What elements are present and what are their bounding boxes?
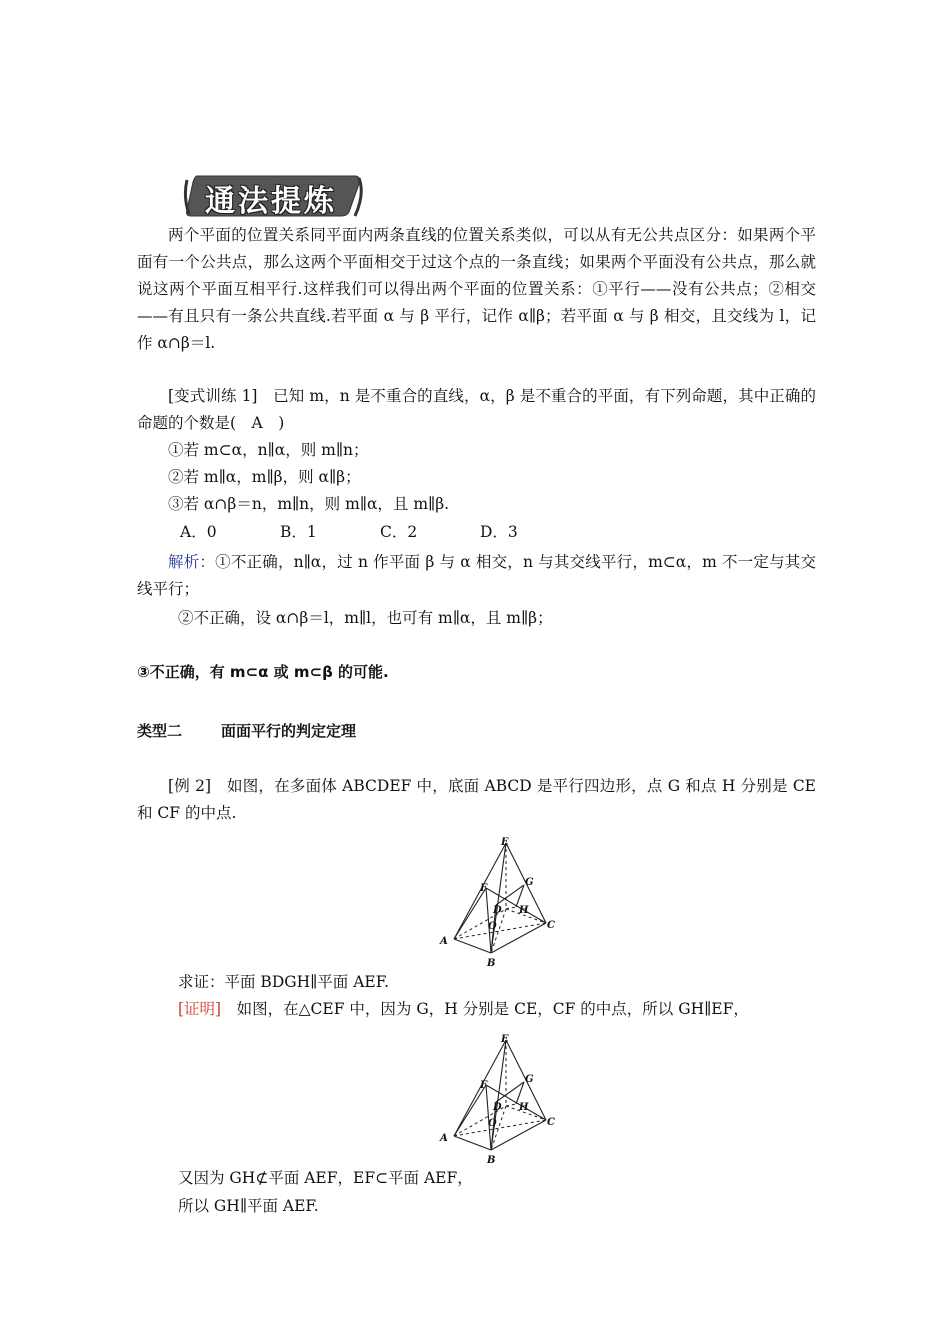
exercise-prompt: [变式训练 1] 已知 m，n 是不重合的直线，α，β 是不重合的平面，有下列命题，其中正确的命题的个数是( A ): [137, 387, 816, 432]
fig2-label-e: E: [501, 1034, 509, 1045]
analysis-line-2: ②不正确，设 α∩β＝l，m∥l，也可有 m∥α，且 m∥β；: [178, 609, 553, 627]
fig2-label-c: C: [547, 1117, 555, 1128]
fig1-label-f: F: [480, 883, 488, 894]
fig2-label-o: O: [488, 1118, 497, 1129]
exercise-item-1: ①若 m⊂α，n∥α，则 m∥n；: [168, 441, 369, 459]
analysis-line-1: [137, 549, 816, 603]
fig1-label-g: G: [525, 877, 534, 888]
fig2-label-g: G: [525, 1074, 534, 1085]
section-banner: [183, 172, 363, 218]
fig1-label-d: D: [493, 905, 502, 916]
fig2-label-f: F: [480, 1080, 488, 1091]
exercise-item-2: ②若 m∥α，m∥β，则 α∥β；: [168, 468, 361, 486]
proof-line-2: 又因为 GH⊄平面 AEF，EF⊂平面 AEF，: [178, 1169, 473, 1187]
polyhedron-figure-1: [436, 833, 556, 969]
summary-paragraph: 两个平面的位置关系同平面内两条直线的位置关系类似，可以从有无公共点区分：如果两个平面有一个公共点，那么这两个平面相交于过这个点的一条直线；如果两个平面没有公共点，那么就说这两个平面互相平行.这样我们可以得出两个平面的位置关系：①平行——没有公共点；②相交——有且只有一条公共直线.若平面 α 与 β 平行，记作 α∥β；若平面 α 与 β 相交，且交线为 l，记作 α∩β＝l.: [137, 226, 816, 352]
fig1-label-c: C: [547, 920, 555, 931]
analysis-text-1: ①不正确，n∥α，过 n 作平面 β 与 α 相交，n 与其交线平行，m⊂α，m 不一定与其交线平行；: [137, 553, 816, 598]
proof-label: [证明]: [178, 1000, 222, 1018]
analysis-label: 解析：: [168, 553, 216, 571]
fig1-label-a: A: [440, 936, 448, 947]
exercise-item-3: ③若 α∩β＝n，m∥n，则 m∥α，且 m∥β.: [168, 495, 450, 513]
banner-title: 通法提炼: [205, 184, 337, 219]
option-b: B．1: [280, 523, 317, 541]
polyhedron-figure-2: [436, 1030, 556, 1166]
option-d: D．3: [480, 523, 518, 541]
fig1-label-o: O: [488, 921, 497, 932]
analysis-line-3: ③不正确，有 m⊂α 或 m⊂β 的可能.: [137, 663, 389, 681]
fig1-label-h: H: [519, 905, 529, 916]
fig2-label-d: D: [493, 1102, 502, 1113]
proof-text-1: 如图，在△CEF 中，因为 G，H 分别是 CE，CF 的中点，所以 GH∥EF，: [236, 1000, 749, 1018]
prove-statement: 求证：平面 BDGH∥平面 AEF.: [178, 973, 390, 991]
section-title: 面面平行的判定定理: [221, 722, 357, 740]
proof-line-3: 所以 GH∥平面 AEF.: [178, 1197, 319, 1215]
fig2-label-h: H: [519, 1102, 529, 1113]
fig2-label-b: B: [487, 1155, 496, 1166]
option-c: C．2: [380, 523, 418, 541]
option-a: A．0: [180, 523, 217, 541]
fig2-label-a: A: [440, 1133, 448, 1144]
fig1-label-e: E: [501, 837, 509, 848]
section-type: 类型二: [137, 722, 183, 740]
proof-line-1: [178, 996, 749, 1023]
example-text: [例 2] 如图，在多面体 ABCDEF 中，底面 ABCD 是平行四边形，点 G 和点 H 分别是 CE 和 CF 的中点.: [137, 777, 816, 822]
fig1-label-b: B: [487, 958, 496, 969]
